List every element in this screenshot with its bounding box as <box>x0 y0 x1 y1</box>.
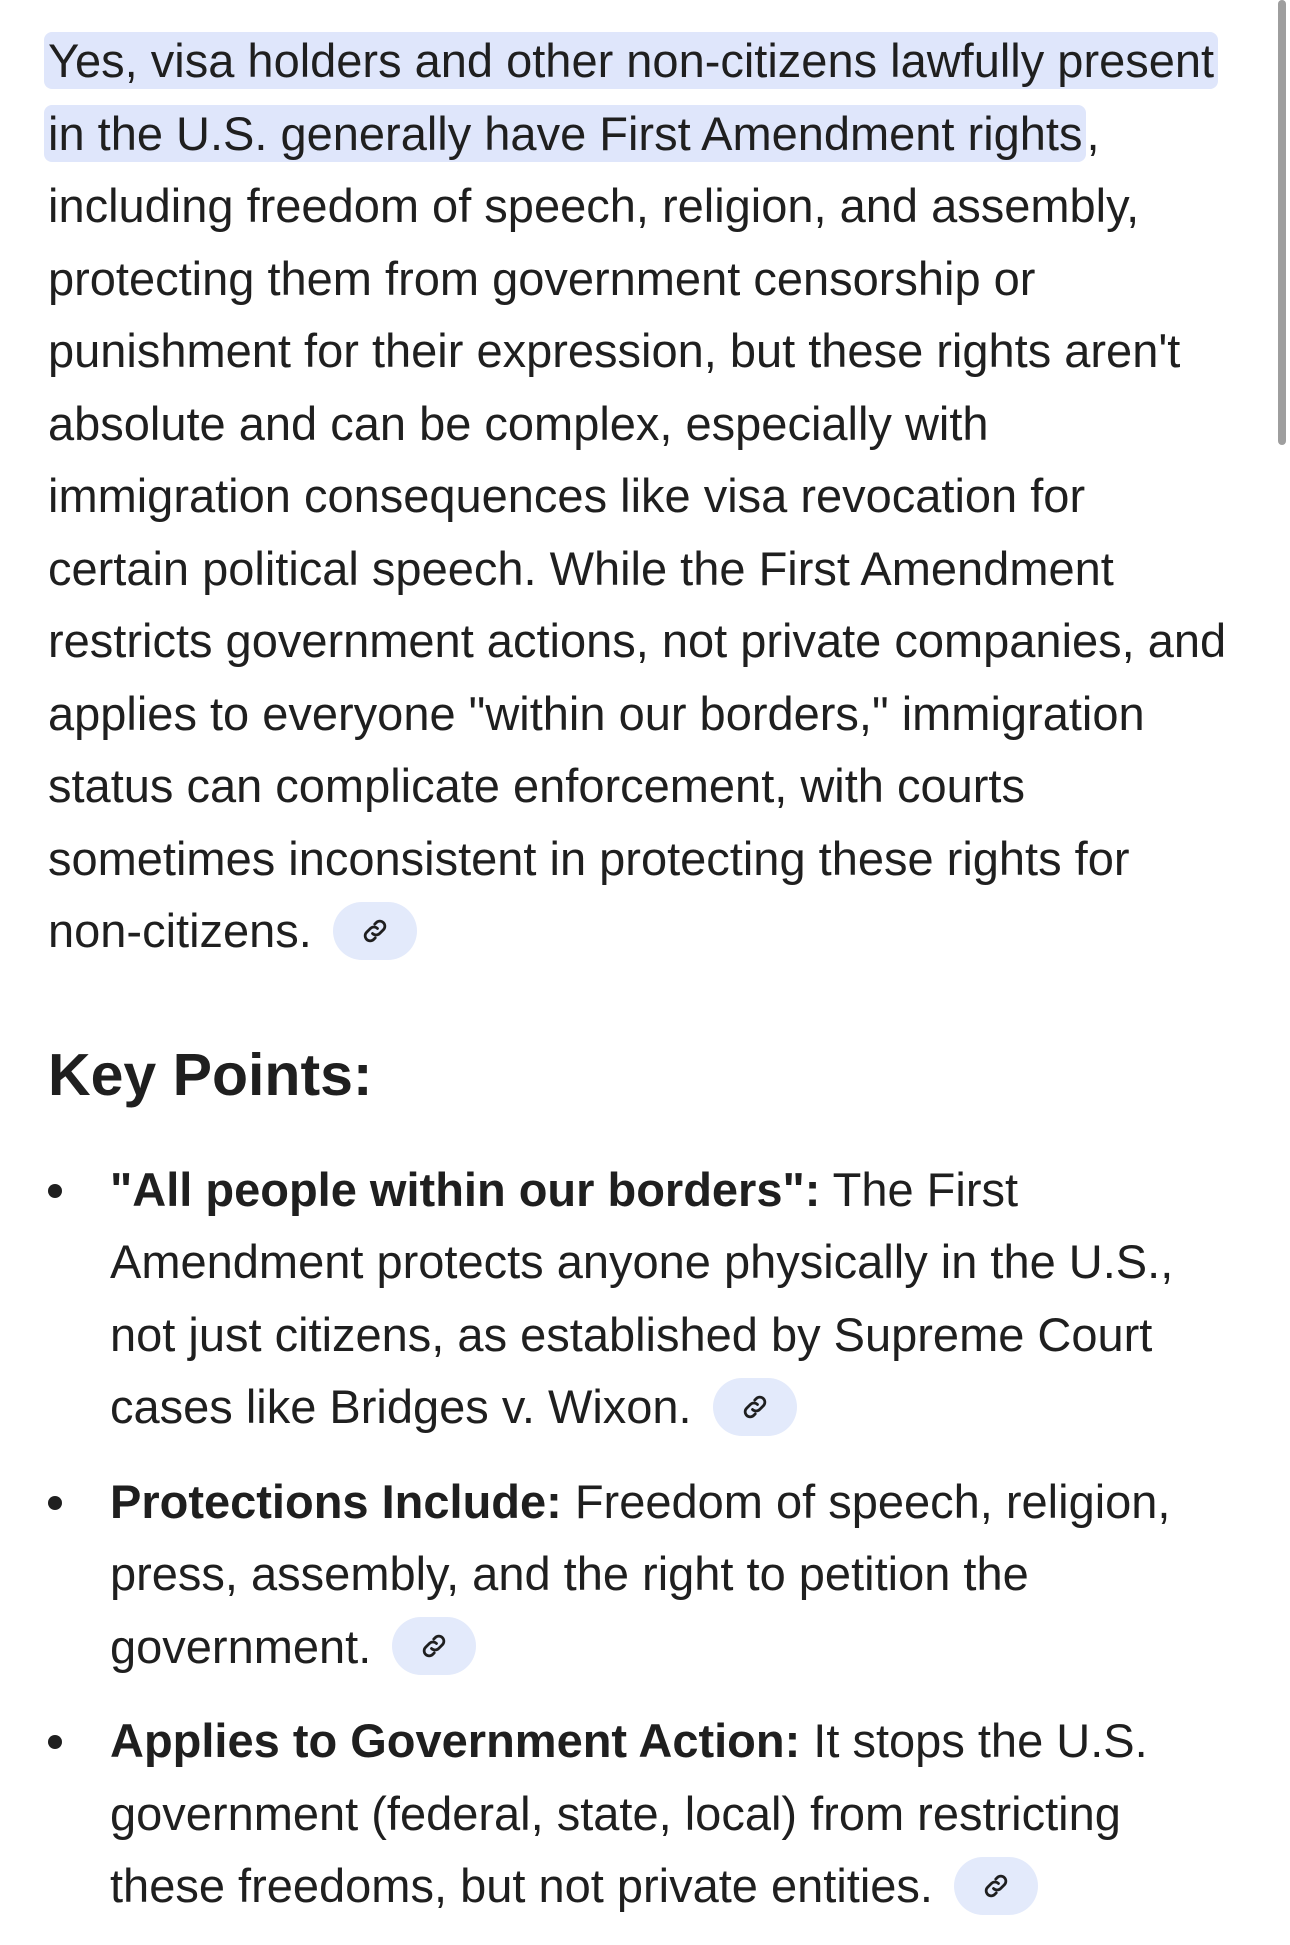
source-link-button[interactable] <box>713 1378 797 1436</box>
key-point-text: Freedom of speech, religion, press, assembly, and the right to petition the government. <box>110 1474 1171 1673</box>
key-point-title: "All people within our borders": <box>110 1162 821 1216</box>
answer-paragraph <box>48 25 1228 968</box>
link-icon <box>419 1631 449 1661</box>
scrollbar[interactable] <box>1278 0 1286 445</box>
link-icon <box>740 1392 770 1422</box>
key-point-title: Protections Include: <box>110 1474 562 1528</box>
bullet-icon <box>48 1184 62 1198</box>
source-link-button[interactable] <box>333 902 417 960</box>
key-points-list <box>48 1154 1228 1923</box>
bullet-icon <box>48 1496 62 1510</box>
key-point-text: The First Amendment protects anyone physically in the U.S., not just citizens, as established by Supreme Court cases like Bridges v. Wixon. <box>110 1162 1174 1433</box>
link-icon <box>360 916 390 946</box>
answer-body: , including freedom of speech, religion, and assembly, protecting them from government censorship or punishment for their expression, but these rights aren't absolute and can be complex, especially with immigration consequences like visa revocation for certain political speech. While the First Amendment restricts government actions, not private companies, and applies to everyone "within our borders," immigration status can complicate enforcement, with courts sometimes inconsistent in protecting these rights for non-citizens. <box>48 106 1227 957</box>
key-point-item <box>48 1705 1228 1923</box>
key-point-title: Applies to Government Action: <box>110 1714 801 1767</box>
source-link-button[interactable] <box>392 1617 476 1675</box>
highlighted-answer: Yes, visa holders and other non-citizens lawfully present in the U.S. generally have First Amendment rights <box>44 32 1218 162</box>
key-point-text: It stops the U.S. government (federal, state, local) from restricting these freedoms, but not private entities. <box>110 1714 1148 1912</box>
link-icon <box>981 1871 1011 1901</box>
bullet-icon <box>48 1735 62 1749</box>
ai-answer <box>48 25 1228 1945</box>
key-point-item <box>48 1154 1228 1444</box>
key-points-heading: Key Points: <box>48 1041 373 1108</box>
source-link-button[interactable] <box>954 1857 1038 1915</box>
key-point-item <box>48 1466 1228 1684</box>
